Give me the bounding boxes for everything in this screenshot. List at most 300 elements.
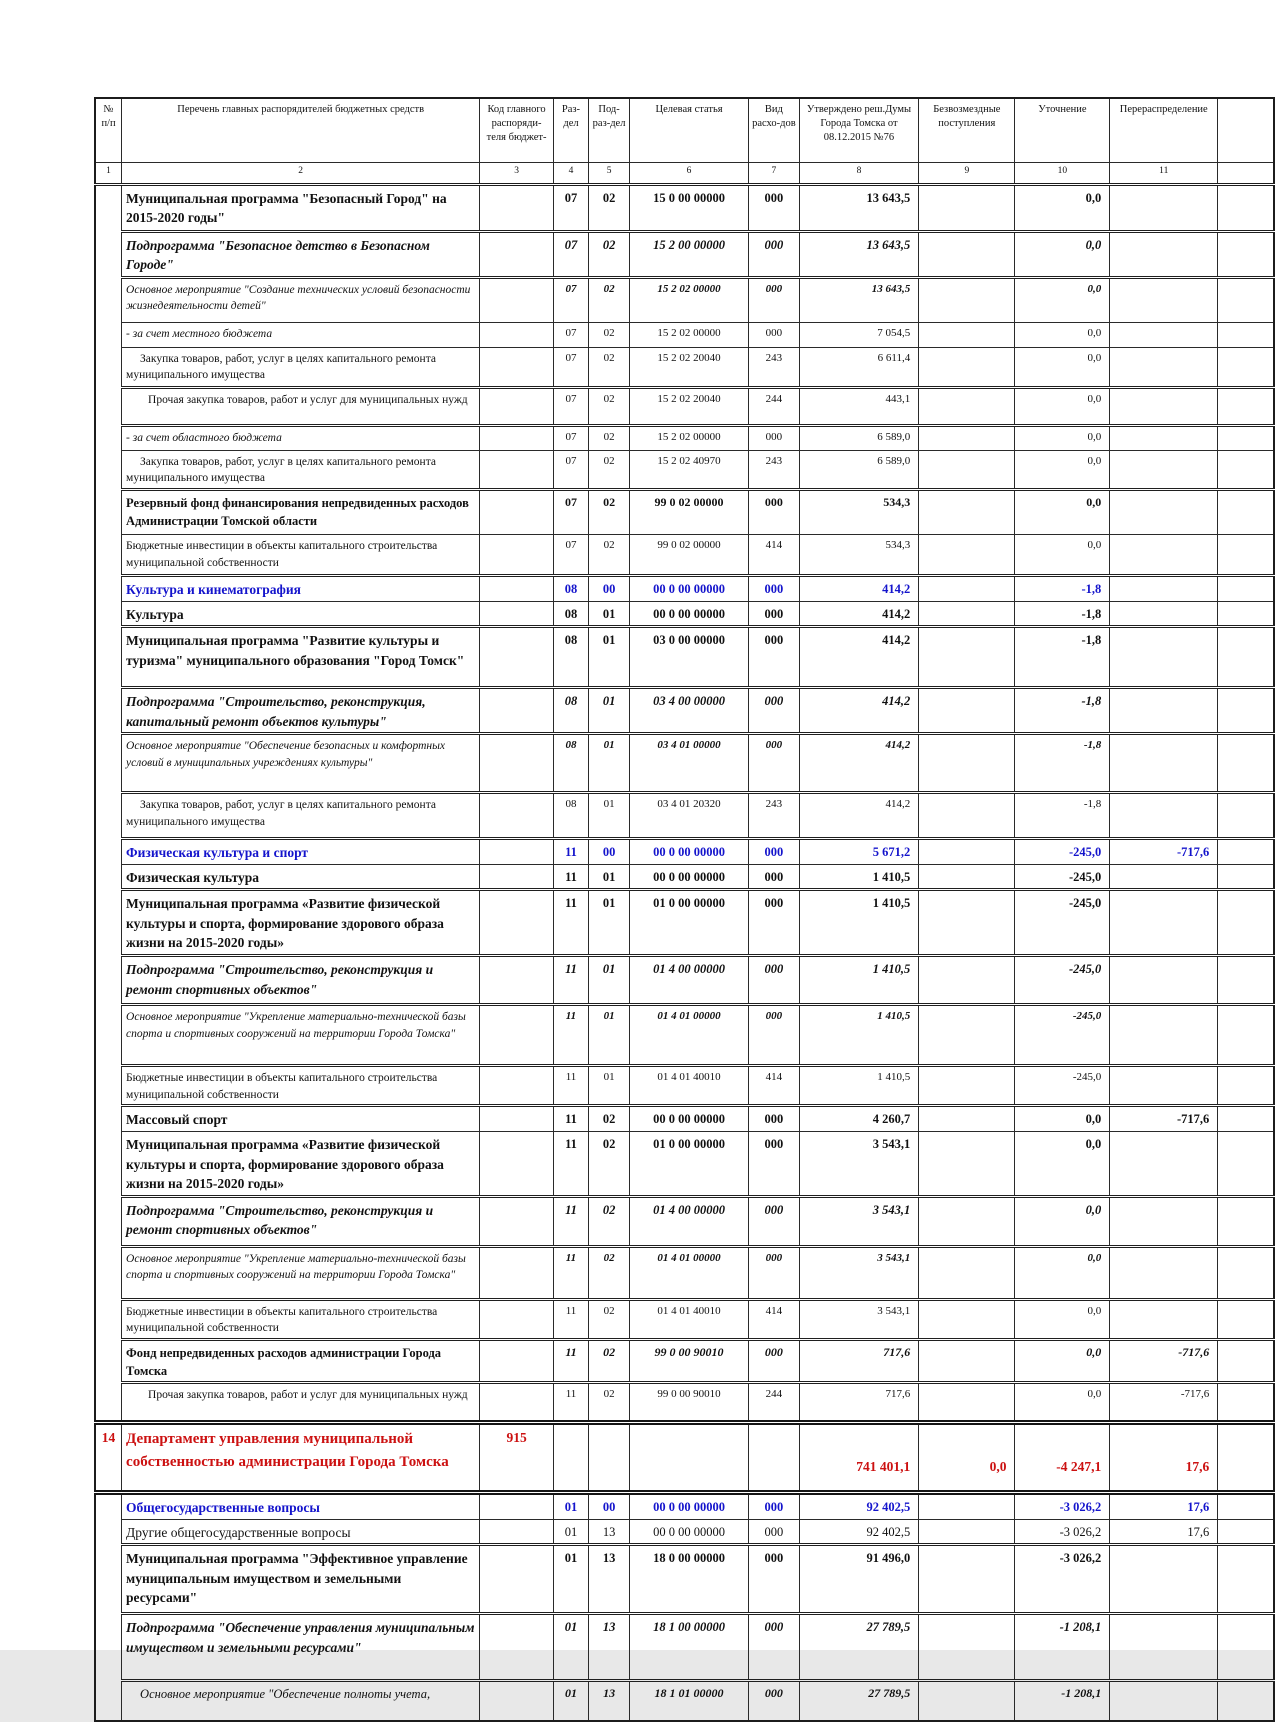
cell-vid-rashodov: 244 (749, 1383, 800, 1423)
cell-podrazdel: 01 (589, 601, 630, 627)
cell-adjustment: -1,8 (1015, 734, 1110, 793)
cell-grants (919, 627, 1015, 688)
column-header-8: Утверждено реш.Думы Города Томска от 08.12.2015 №76 (799, 98, 918, 162)
cell-redistribution (1110, 575, 1218, 601)
cell-target-article: 15 0 00 00000 (630, 184, 749, 231)
cell-overflow-column (1218, 839, 1274, 865)
cell-grants (919, 688, 1015, 734)
cell-vid-rashodov: 414 (749, 1299, 800, 1339)
cell-grbs-code (480, 450, 554, 489)
row-label: Муниципальная программа "Эффективное управление муниципальным имуществом и земельными ресурсами" (122, 1545, 480, 1614)
cell-grbs-code (480, 1339, 554, 1382)
cell-overflow-column (1218, 1005, 1274, 1066)
cell-overflow-column (1218, 425, 1274, 450)
cell-vid-rashodov: 000 (749, 956, 800, 1005)
cell-redistribution (1110, 1246, 1218, 1299)
table-row (95, 1681, 1274, 1721)
cell-grbs-code (480, 1493, 554, 1520)
cell-podrazdel: 01 (589, 793, 630, 839)
cell-vid-rashodov: 000 (749, 1005, 800, 1066)
cell-redistribution: -717,6 (1110, 1106, 1218, 1132)
cell-grants (919, 601, 1015, 627)
cell-razdel: 07 (553, 387, 588, 425)
row-number-cell: 14 (95, 1423, 122, 1493)
row-label: Департамент управления муниципальной собственностью администрации Города Томска (122, 1423, 480, 1493)
table-row (95, 184, 1274, 231)
table-row (95, 489, 1274, 534)
cell-approved-amount: 6 611,4 (799, 347, 918, 387)
column-index-8: 8 (799, 162, 918, 184)
cell-grbs-code (480, 425, 554, 450)
cell-adjustment: 0,0 (1015, 387, 1110, 425)
cell-razdel: 07 (553, 347, 588, 387)
table-row (95, 1383, 1274, 1423)
cell-grbs-code (480, 534, 554, 575)
cell-approved-amount: 414,2 (799, 734, 918, 793)
cell-razdel: 11 (553, 1131, 588, 1196)
cell-approved-amount: 534,3 (799, 489, 918, 534)
row-label: Основное мероприятие "Укрепление материально-технической базы спорта и спортивных сооружений на территории Города Томска" (122, 1246, 480, 1299)
cell-grants (919, 1196, 1015, 1246)
cell-overflow-column (1218, 489, 1274, 534)
cell-redistribution: 17,6 (1110, 1423, 1218, 1493)
cell-grants (919, 1066, 1015, 1106)
cell-grbs-code (480, 277, 554, 322)
row-label: Прочая закупка товаров, работ и услуг для муниципальных нужд (122, 387, 480, 425)
cell-razdel: 11 (553, 1196, 588, 1246)
cell-overflow-column (1218, 1106, 1274, 1132)
cell-approved-amount: 27 789,5 (799, 1681, 918, 1721)
table-row (95, 688, 1274, 734)
cell-razdel: 11 (553, 1339, 588, 1382)
cell-grants (919, 1383, 1015, 1423)
cell-redistribution (1110, 1614, 1218, 1681)
column-header-3: Код главного распоряди-теля бюджет- (480, 98, 554, 162)
cell-approved-amount: 5 671,2 (799, 839, 918, 865)
table-row (95, 1005, 1274, 1066)
cell-approved-amount: 92 402,5 (799, 1519, 918, 1545)
cell-grbs-code (480, 1131, 554, 1196)
cell-grants (919, 1131, 1015, 1196)
cell-grants (919, 793, 1015, 839)
cell-redistribution: -717,6 (1110, 1383, 1218, 1423)
table-row (95, 387, 1274, 425)
table-row (95, 839, 1274, 865)
cell-razdel: 11 (553, 1106, 588, 1132)
cell-overflow-column (1218, 688, 1274, 734)
cell-adjustment: -1,8 (1015, 688, 1110, 734)
cell-razdel: 11 (553, 864, 588, 890)
cell-grants (919, 184, 1015, 231)
cell-target-article: 03 4 00 00000 (630, 688, 749, 734)
table-row (95, 1246, 1274, 1299)
cell-overflow-column (1218, 793, 1274, 839)
cell-approved-amount: 7 054,5 (799, 322, 918, 347)
cell-vid-rashodov: 000 (749, 1493, 800, 1520)
cell-adjustment: -245,0 (1015, 956, 1110, 1005)
cell-razdel: 08 (553, 793, 588, 839)
cell-adjustment: -3 026,2 (1015, 1545, 1110, 1614)
cell-vid-rashodov: 244 (749, 387, 800, 425)
cell-grants (919, 1299, 1015, 1339)
cell-vid-rashodov: 000 (749, 322, 800, 347)
cell-vid-rashodov: 243 (749, 347, 800, 387)
cell-approved-amount: 534,3 (799, 534, 918, 575)
table-row (95, 534, 1274, 575)
cell-razdel: 11 (553, 1066, 588, 1106)
row-label: Подпрограмма "Безопасное детство в Безопасном Городе" (122, 231, 480, 277)
cell-adjustment: -1,8 (1015, 575, 1110, 601)
cell-redistribution (1110, 322, 1218, 347)
cell-redistribution: 17,6 (1110, 1519, 1218, 1545)
column-index-6: 6 (630, 162, 749, 184)
cell-vid-rashodov: 000 (749, 231, 800, 277)
cell-grbs-code (480, 1681, 554, 1721)
column-index-10: 10 (1015, 162, 1110, 184)
cell-grbs-code (480, 387, 554, 425)
cell-redistribution (1110, 688, 1218, 734)
cell-grants (919, 425, 1015, 450)
cell-approved-amount: 13 643,5 (799, 277, 918, 322)
cell-podrazdel: 02 (589, 1383, 630, 1423)
row-label: Физическая культура и спорт (122, 839, 480, 865)
column-header-6: Целевая статья (630, 98, 749, 162)
cell-razdel: 07 (553, 450, 588, 489)
cell-approved-amount: 3 543,1 (799, 1131, 918, 1196)
cell-vid-rashodov: 000 (749, 688, 800, 734)
row-label: - за счет областного бюджета (122, 425, 480, 450)
cell-target-article: 00 0 00 00000 (630, 864, 749, 890)
cell-grbs-code (480, 1066, 554, 1106)
cell-grbs-code (480, 1196, 554, 1246)
cell-vid-rashodov: 000 (749, 1681, 800, 1721)
cell-redistribution (1110, 534, 1218, 575)
cell-podrazdel: 02 (589, 277, 630, 322)
row-number-cell (95, 184, 122, 1423)
row-label: Муниципальная программа "Развитие культуры и туризма" муниципального образования "Город Томск" (122, 627, 480, 688)
cell-razdel: 08 (553, 575, 588, 601)
cell-vid-rashodov: 000 (749, 1131, 800, 1196)
cell-adjustment: 0,0 (1015, 347, 1110, 387)
cell-target-article: 15 2 02 00000 (630, 277, 749, 322)
cell-overflow-column (1218, 231, 1274, 277)
cell-podrazdel: 01 (589, 688, 630, 734)
cell-podrazdel: 01 (589, 734, 630, 793)
row-label: Закупка товаров, работ, услуг в целях капитального ремонта муниципального имущества (122, 347, 480, 387)
cell-grbs-code (480, 1246, 554, 1299)
cell-grants (919, 956, 1015, 1005)
row-label: Подпрограмма "Строительство, реконструкция и ремонт спортивных объектов" (122, 1196, 480, 1246)
cell-razdel: 01 (553, 1493, 588, 1520)
cell-target-article: 03 4 01 20320 (630, 793, 749, 839)
table-row (95, 277, 1274, 322)
table-row (95, 1066, 1274, 1106)
cell-approved-amount: 6 589,0 (799, 450, 918, 489)
cell-target-article: 00 0 00 00000 (630, 575, 749, 601)
cell-approved-amount: 1 410,5 (799, 1005, 918, 1066)
cell-target-article: 99 0 02 00000 (630, 534, 749, 575)
cell-overflow-column (1218, 1383, 1274, 1423)
cell-adjustment: 0,0 (1015, 425, 1110, 450)
table-row (95, 890, 1274, 956)
cell-redistribution (1110, 347, 1218, 387)
header-label-row (95, 98, 1274, 162)
cell-approved-amount: 3 543,1 (799, 1246, 918, 1299)
cell-overflow-column (1218, 387, 1274, 425)
cell-grbs-code (480, 1383, 554, 1423)
cell-razdel: 11 (553, 890, 588, 956)
row-label: Фонд непредвиденных расходов администрации Города Томска (122, 1339, 480, 1382)
cell-grbs-code (480, 322, 554, 347)
row-number-cell (95, 1493, 122, 1721)
cell-grants (919, 1493, 1015, 1520)
row-label: Физическая культура (122, 864, 480, 890)
cell-approved-amount: 3 543,1 (799, 1299, 918, 1339)
cell-vid-rashodov: 000 (749, 601, 800, 627)
column-index-11: 11 (1110, 162, 1218, 184)
cell-overflow-column (1218, 1246, 1274, 1299)
cell-approved-amount: 4 260,7 (799, 1106, 918, 1132)
cell-target-article: 15 2 02 00000 (630, 322, 749, 347)
cell-target-article: 15 2 02 40970 (630, 450, 749, 489)
cell-redistribution (1110, 277, 1218, 322)
column-index-12 (1218, 162, 1274, 184)
cell-razdel: 07 (553, 322, 588, 347)
cell-approved-amount: 6 589,0 (799, 425, 918, 450)
row-label: Культура (122, 601, 480, 627)
cell-adjustment: 0,0 (1015, 322, 1110, 347)
cell-approved-amount: 13 643,5 (799, 231, 918, 277)
cell-podrazdel: 01 (589, 627, 630, 688)
cell-adjustment: -1 208,1 (1015, 1614, 1110, 1681)
cell-target-article: 01 4 01 40010 (630, 1066, 749, 1106)
column-index-1: 1 (95, 162, 122, 184)
table-row (95, 1493, 1274, 1520)
cell-approved-amount: 717,6 (799, 1339, 918, 1382)
cell-podrazdel: 02 (589, 1106, 630, 1132)
cell-podrazdel: 01 (589, 890, 630, 956)
header-index-row (95, 162, 1274, 184)
cell-vid-rashodov: 000 (749, 1106, 800, 1132)
cell-overflow-column (1218, 1493, 1274, 1520)
table-row (95, 1339, 1274, 1382)
cell-razdel: 01 (553, 1614, 588, 1681)
cell-grants (919, 387, 1015, 425)
cell-target-article: 15 2 02 20040 (630, 347, 749, 387)
cell-overflow-column (1218, 1423, 1274, 1493)
row-label: Бюджетные инвестиции в объекты капитального строительства муниципальной собственности (122, 534, 480, 575)
cell-podrazdel: 01 (589, 1066, 630, 1106)
cell-target-article: 00 0 00 00000 (630, 1519, 749, 1545)
cell-target-article: 99 0 00 90010 (630, 1339, 749, 1382)
cell-approved-amount: 443,1 (799, 387, 918, 425)
row-label: Основное мероприятие "Укрепление материально-технической базы спорта и спортивных сооружений на территории Города Томска" (122, 1005, 480, 1066)
cell-podrazdel: 13 (589, 1614, 630, 1681)
cell-target-article: 00 0 00 00000 (630, 1493, 749, 1520)
cell-grants (919, 1614, 1015, 1681)
cell-target-article: 18 0 00 00000 (630, 1545, 749, 1614)
cell-razdel: 07 (553, 231, 588, 277)
cell-approved-amount: 741 401,1 (799, 1423, 918, 1493)
row-label: Общегосударственные вопросы (122, 1493, 480, 1520)
cell-podrazdel: 02 (589, 534, 630, 575)
cell-vid-rashodov: 000 (749, 1614, 800, 1681)
cell-adjustment: 0,0 (1015, 231, 1110, 277)
cell-grbs-code (480, 734, 554, 793)
table-row (95, 450, 1274, 489)
cell-adjustment: -245,0 (1015, 890, 1110, 956)
cell-target-article: 01 0 00 00000 (630, 1131, 749, 1196)
cell-adjustment: -245,0 (1015, 839, 1110, 865)
row-label: Подпрограмма "Обеспечение управления муниципальным имуществом и земельными ресурсами" (122, 1614, 480, 1681)
cell-podrazdel: 02 (589, 322, 630, 347)
column-index-5: 5 (589, 162, 630, 184)
cell-target-article: 15 2 00 00000 (630, 231, 749, 277)
cell-grants (919, 534, 1015, 575)
cell-overflow-column (1218, 1339, 1274, 1382)
cell-grbs-code (480, 864, 554, 890)
cell-overflow-column (1218, 601, 1274, 627)
cell-grbs-code (480, 1106, 554, 1132)
cell-grbs-code (480, 1519, 554, 1545)
cell-overflow-column (1218, 864, 1274, 890)
cell-approved-amount: 717,6 (799, 1383, 918, 1423)
cell-target-article: 00 0 00 00000 (630, 839, 749, 865)
cell-podrazdel: 02 (589, 347, 630, 387)
cell-target-article: 00 0 00 00000 (630, 601, 749, 627)
column-index-7: 7 (749, 162, 800, 184)
table-row (95, 1299, 1274, 1339)
cell-adjustment: 0,0 (1015, 1131, 1110, 1196)
cell-overflow-column (1218, 322, 1274, 347)
table-row (95, 1423, 1274, 1493)
cell-podrazdel: 02 (589, 184, 630, 231)
cell-vid-rashodov: 243 (749, 793, 800, 839)
cell-redistribution (1110, 387, 1218, 425)
column-header-12 (1218, 98, 1274, 162)
cell-vid-rashodov: 000 (749, 1519, 800, 1545)
cell-target-article: 01 0 00 00000 (630, 890, 749, 956)
cell-grants (919, 1339, 1015, 1382)
cell-razdel: 11 (553, 956, 588, 1005)
cell-redistribution (1110, 956, 1218, 1005)
table-row (95, 734, 1274, 793)
cell-approved-amount: 92 402,5 (799, 1493, 918, 1520)
row-label: Культура и кинематография (122, 575, 480, 601)
cell-razdel: 08 (553, 601, 588, 627)
table-row (95, 601, 1274, 627)
row-label: Муниципальная программа "Безопасный Город" на 2015-2020 годы" (122, 184, 480, 231)
cell-approved-amount: 414,2 (799, 575, 918, 601)
cell-vid-rashodov: 000 (749, 627, 800, 688)
cell-podrazdel: 01 (589, 956, 630, 1005)
cell-overflow-column (1218, 627, 1274, 688)
table-row (95, 231, 1274, 277)
cell-overflow-column (1218, 534, 1274, 575)
cell-target-article: 15 2 02 00000 (630, 425, 749, 450)
row-label: Резервный фонд финансирования непредвиденных расходов Администрации Томской области (122, 489, 480, 534)
cell-grbs-code (480, 890, 554, 956)
row-label: Другие общегосударственные вопросы (122, 1519, 480, 1545)
cell-redistribution (1110, 1005, 1218, 1066)
column-header-11: Перераспределение (1110, 98, 1218, 162)
cell-overflow-column (1218, 1196, 1274, 1246)
cell-overflow-column (1218, 1299, 1274, 1339)
row-label: Подпрограмма "Строительство, реконструкция, капитальный ремонт объектов культуры" (122, 688, 480, 734)
cell-grbs-code (480, 793, 554, 839)
cell-grbs-code (480, 575, 554, 601)
cell-target-article (630, 1423, 749, 1493)
cell-razdel: 07 (553, 425, 588, 450)
cell-podrazdel: 13 (589, 1545, 630, 1614)
table-row (95, 864, 1274, 890)
cell-adjustment: 0,0 (1015, 1246, 1110, 1299)
cell-target-article: 18 1 00 00000 (630, 1614, 749, 1681)
cell-approved-amount: 414,2 (799, 688, 918, 734)
cell-adjustment: -245,0 (1015, 1066, 1110, 1106)
cell-grants (919, 231, 1015, 277)
cell-redistribution (1110, 1196, 1218, 1246)
row-label: Закупка товаров, работ, услуг в целях капитального ремонта муниципального имущества (122, 793, 480, 839)
cell-razdel: 11 (553, 1005, 588, 1066)
cell-target-article: 15 2 02 20040 (630, 387, 749, 425)
table-row (95, 1196, 1274, 1246)
table-row (95, 1545, 1274, 1614)
cell-grants (919, 1005, 1015, 1066)
cell-razdel: 11 (553, 1299, 588, 1339)
cell-podrazdel: 00 (589, 839, 630, 865)
cell-podrazdel: 01 (589, 1005, 630, 1066)
cell-approved-amount: 27 789,5 (799, 1614, 918, 1681)
cell-grbs-code (480, 956, 554, 1005)
cell-vid-rashodov: 000 (749, 277, 800, 322)
cell-overflow-column (1218, 1066, 1274, 1106)
cell-podrazdel: 02 (589, 450, 630, 489)
cell-vid-rashodov (749, 1423, 800, 1493)
cell-vid-rashodov: 414 (749, 1066, 800, 1106)
cell-overflow-column (1218, 184, 1274, 231)
cell-podrazdel: 02 (589, 231, 630, 277)
cell-vid-rashodov: 000 (749, 1545, 800, 1614)
cell-podrazdel: 13 (589, 1681, 630, 1721)
cell-adjustment: 0,0 (1015, 184, 1110, 231)
cell-grants: 0,0 (919, 1423, 1015, 1493)
row-label: Закупка товаров, работ, услуг в целях капитального ремонта муниципального имущества (122, 450, 480, 489)
column-header-10: Уточнение (1015, 98, 1110, 162)
cell-approved-amount: 1 410,5 (799, 956, 918, 1005)
cell-redistribution (1110, 734, 1218, 793)
column-index-9: 9 (919, 162, 1015, 184)
table-row (95, 956, 1274, 1005)
cell-adjustment: -1,8 (1015, 601, 1110, 627)
cell-podrazdel: 02 (589, 425, 630, 450)
table-row (95, 1519, 1274, 1545)
cell-redistribution (1110, 864, 1218, 890)
cell-overflow-column (1218, 575, 1274, 601)
column-header-4: Раз-дел (553, 98, 588, 162)
cell-redistribution: 17,6 (1110, 1493, 1218, 1520)
cell-razdel: 07 (553, 489, 588, 534)
cell-overflow-column (1218, 1545, 1274, 1614)
cell-approved-amount: 3 543,1 (799, 1196, 918, 1246)
cell-approved-amount: 414,2 (799, 793, 918, 839)
row-label: Массовый спорт (122, 1106, 480, 1132)
cell-vid-rashodov: 000 (749, 1246, 800, 1299)
cell-razdel: 11 (553, 1383, 588, 1423)
cell-adjustment: -245,0 (1015, 1005, 1110, 1066)
cell-grbs-code (480, 489, 554, 534)
cell-target-article: 99 0 02 00000 (630, 489, 749, 534)
